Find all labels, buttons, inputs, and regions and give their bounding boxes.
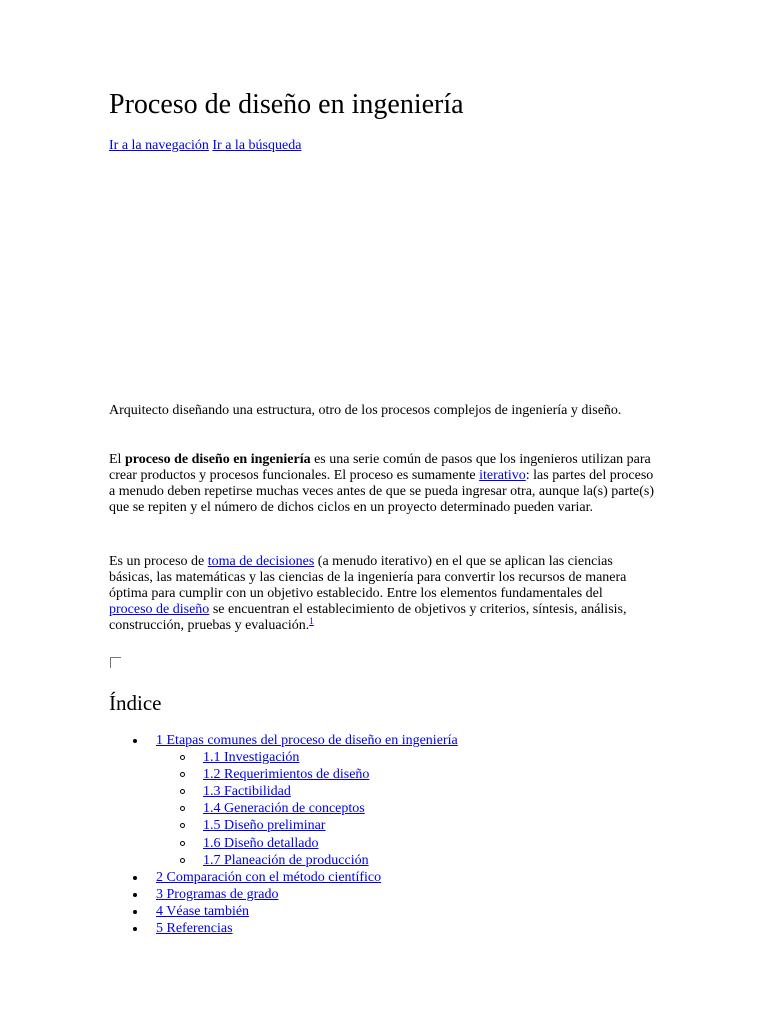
bold-term: proceso de diseño en ingeniería [124,452,311,467]
toc-item [109,869,609,886]
toc-subitem [156,783,609,800]
second-paragraph [109,554,649,634]
toc-link-programas[interactable]: 3 Programas de grado [156,886,279,902]
toc-link-generacion[interactable]: 1.4 Generación de conceptos [203,801,365,817]
skip-to-navigation-link[interactable]: Ir a la navegación [109,138,209,153]
toc-link-referencias[interactable]: 5 Referencias [156,921,233,937]
reference-link[interactable]: 1 [309,616,314,626]
toc-link-etapas[interactable]: 1 Etapas comunes del proceso de diseño en ingeniería [156,733,458,748]
text-span: : las partes del proceso a menudo deben repetirse muchas veces antes de que se pueda ingresar otra, aunque la(s) parte(s) que se repiten y el número de dichos ciclos en un proyecto determinado pueden variar. [109,468,654,515]
skip-to-search-link[interactable]: Ir a la búsqueda [212,138,302,153]
toc-sublist [156,749,609,869]
toc-subitem [156,749,609,766]
page-title: Proceso de diseño en ingeniería [109,89,464,120]
toc-subitem [156,817,609,834]
intro-paragraph [109,452,659,516]
toc-link-factibilidad[interactable]: 1.3 Factibilidad [203,784,291,800]
toc-link-planeacion[interactable]: 1.7 Planeación de producción [203,852,369,868]
toc-subitem [156,766,609,783]
toc-title: Índice [109,691,162,715]
iterativo-link[interactable]: iterativo [479,468,526,483]
toc-link-detallado[interactable]: 1.6 Diseño detallado [203,835,319,851]
text-span: (a menudo iterativo) en el que se aplican las ciencias básicas, las matemáticas y las ciencias de la ingeniería para convertir los recursos de manera óptima para cumplir con un objetivo establecido. Entre los elementos fundamentales del [109,554,627,601]
toma-de-decisiones-link[interactable]: toma de decisiones [207,554,315,569]
toc-item [109,903,609,920]
toc-link-preliminar[interactable]: 1.5 Diseño preliminar [203,818,326,834]
toc-subitem [156,800,609,817]
toc-link-investigacion[interactable]: 1.1 Investigación [203,750,300,766]
text-span: es una serie común de pasos que los ingenieros utilizan para crear productos y procesos funcionales. El proceso es sumamente [109,452,651,483]
toc-item [109,886,609,903]
jump-links [109,138,301,154]
toc-link-requerimientos[interactable]: 1.2 Requerimientos de diseño [203,767,370,783]
toc-subitem [156,852,609,869]
toc-link-vease[interactable]: 4 Véase también [156,903,250,919]
image-caption: Arquitecto diseñando una estructura, otro de los procesos complejos de ingeniería y diseño. [109,403,622,418]
text-span: se encuentran el establecimiento de objetivos y criterios, síntesis, análisis, construcción, pruebas y evaluación. [109,602,627,633]
toc-item [109,732,609,869]
table-of-contents [109,732,609,937]
toc-link-comparacion[interactable]: 2 Comparación con el método científico [156,869,382,885]
text-span: El [109,452,125,467]
toc-subitem [156,835,609,852]
proceso-de-diseno-link[interactable]: proceso de diseño [109,602,210,617]
broken-image-icon [110,657,121,668]
toc-item [109,920,609,937]
text-span: Es un proceso de [109,554,208,569]
